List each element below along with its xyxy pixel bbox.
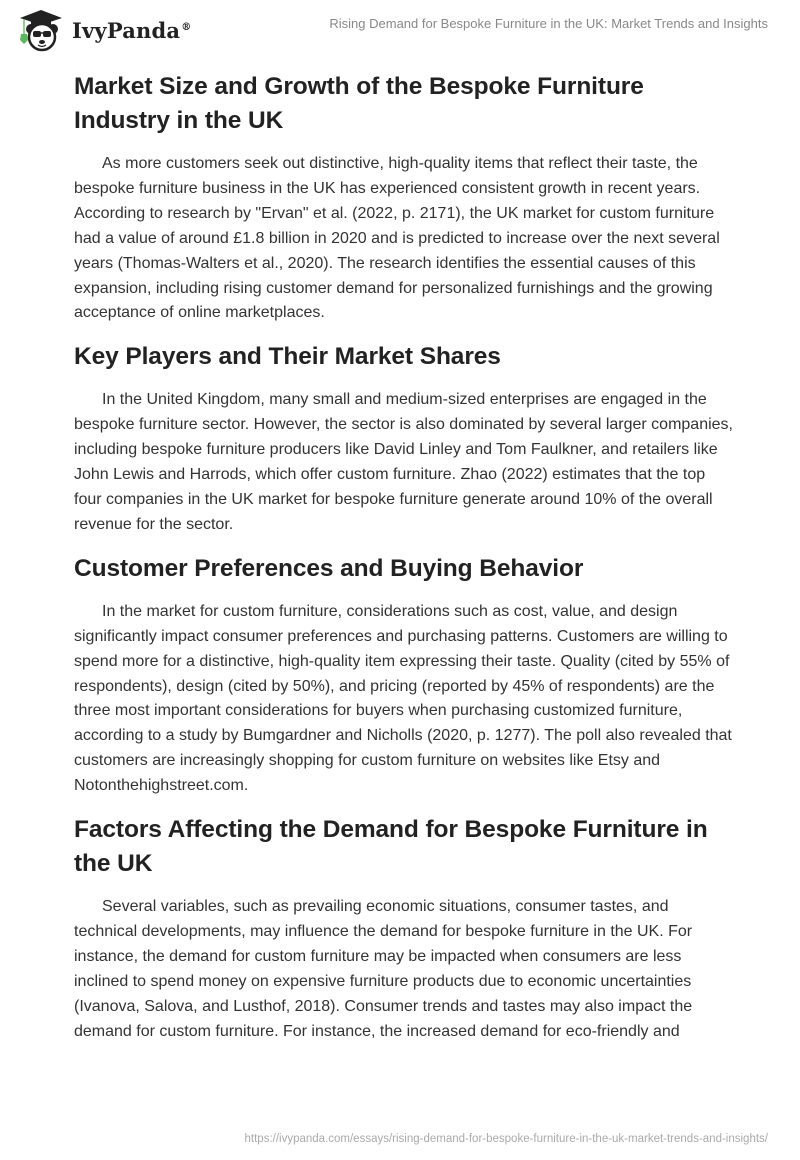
- section-paragraph: Several variables, such as prevailing economic situations, consumer tastes, and technical developments, may influence the demand for bespoke furniture in the UK. For instance, the demand for custom furniture may be impacted when consumers are less inclined to spend money on expensive furniture products due to economic uncertainties (Ivanova, Salova, and Lusthof, 2018). Consumer trends and tastes may also impact the demand for custom furniture. For instance, the increased demand for eco-friendly and: [74, 898, 693, 1040]
- section-demand-factors: [74, 813, 734, 1044]
- section-paragraph: In the market for custom furniture, considerations such as cost, value, and design significantly impact consumer preferences and purchasing patterns. Customers are willing to spend more for a distinctive, high-quality item expressing their taste. Quality (cited by 55% of respondents), design (cited by 50%), and pricing (reported by 45% of respondents) are the three most important considerations for buyers when purchasing customized furniture, according to a study by Bumgardner and Nicholls (2020, p. 1277). The poll also revealed that customers are increasingly shopping for custom furniture on websites like Etsy and Notonthehighstreet.com.: [74, 602, 732, 795]
- source-url-link[interactable]: https://ivypanda.com/essays/rising-demand-for-bespoke-furniture-in-the-uk-market-trends-and-insights/: [244, 1133, 768, 1145]
- brand-name: IvyPanda®: [72, 17, 192, 43]
- article-body: [74, 70, 734, 1058]
- page-header: [0, 0, 800, 60]
- panda-graduate-icon: [18, 8, 64, 52]
- section-heading: Factors Affecting the Demand for Bespoke Furniture in the UK: [74, 816, 708, 878]
- section-key-players: [74, 340, 734, 537]
- document-title: Rising Demand for Bespoke Furniture in the UK: Market Trends and Insights: [329, 16, 768, 31]
- section-customer-preferences: [74, 552, 734, 799]
- section-heading: Market Size and Growth of the Bespoke Furniture Industry in the UK: [74, 73, 644, 134]
- section-market-size: [74, 70, 734, 326]
- section-paragraph: As more customers seek out distinctive, high-quality items that reflect their taste, the bespoke furniture business in the UK has experienced consistent growth in recent years. According to research by "Ervan" et al. (2022, p. 2171), the UK market for custom furniture had a value of around £1.8 billion in 2020 and is predicted to increase over the next several years (Thomas-Walters et al., 2020). The research identifies the essential causes of this expansion, including rising customer demand for personalized furnishings and the growing acceptance of online marketplaces.: [74, 155, 720, 322]
- ivypanda-logo[interactable]: [18, 8, 191, 52]
- section-heading: Key Players and Their Market Shares: [74, 343, 501, 371]
- section-heading: Customer Preferences and Buying Behavior: [74, 554, 584, 582]
- section-paragraph: In the United Kingdom, many small and medium-sized enterprises are engaged in the bespoke furniture sector. However, the sector is also dominated by several larger companies, including bespoke furniture producers like David Linley and Tom Faulkner, and retailers like John Lewis and Harrods, which offer custom furniture. Zhao (2022) estimates that the top four companies in the UK market for bespoke furniture generate around 10% of the overall revenue for the sector.: [74, 391, 733, 533]
